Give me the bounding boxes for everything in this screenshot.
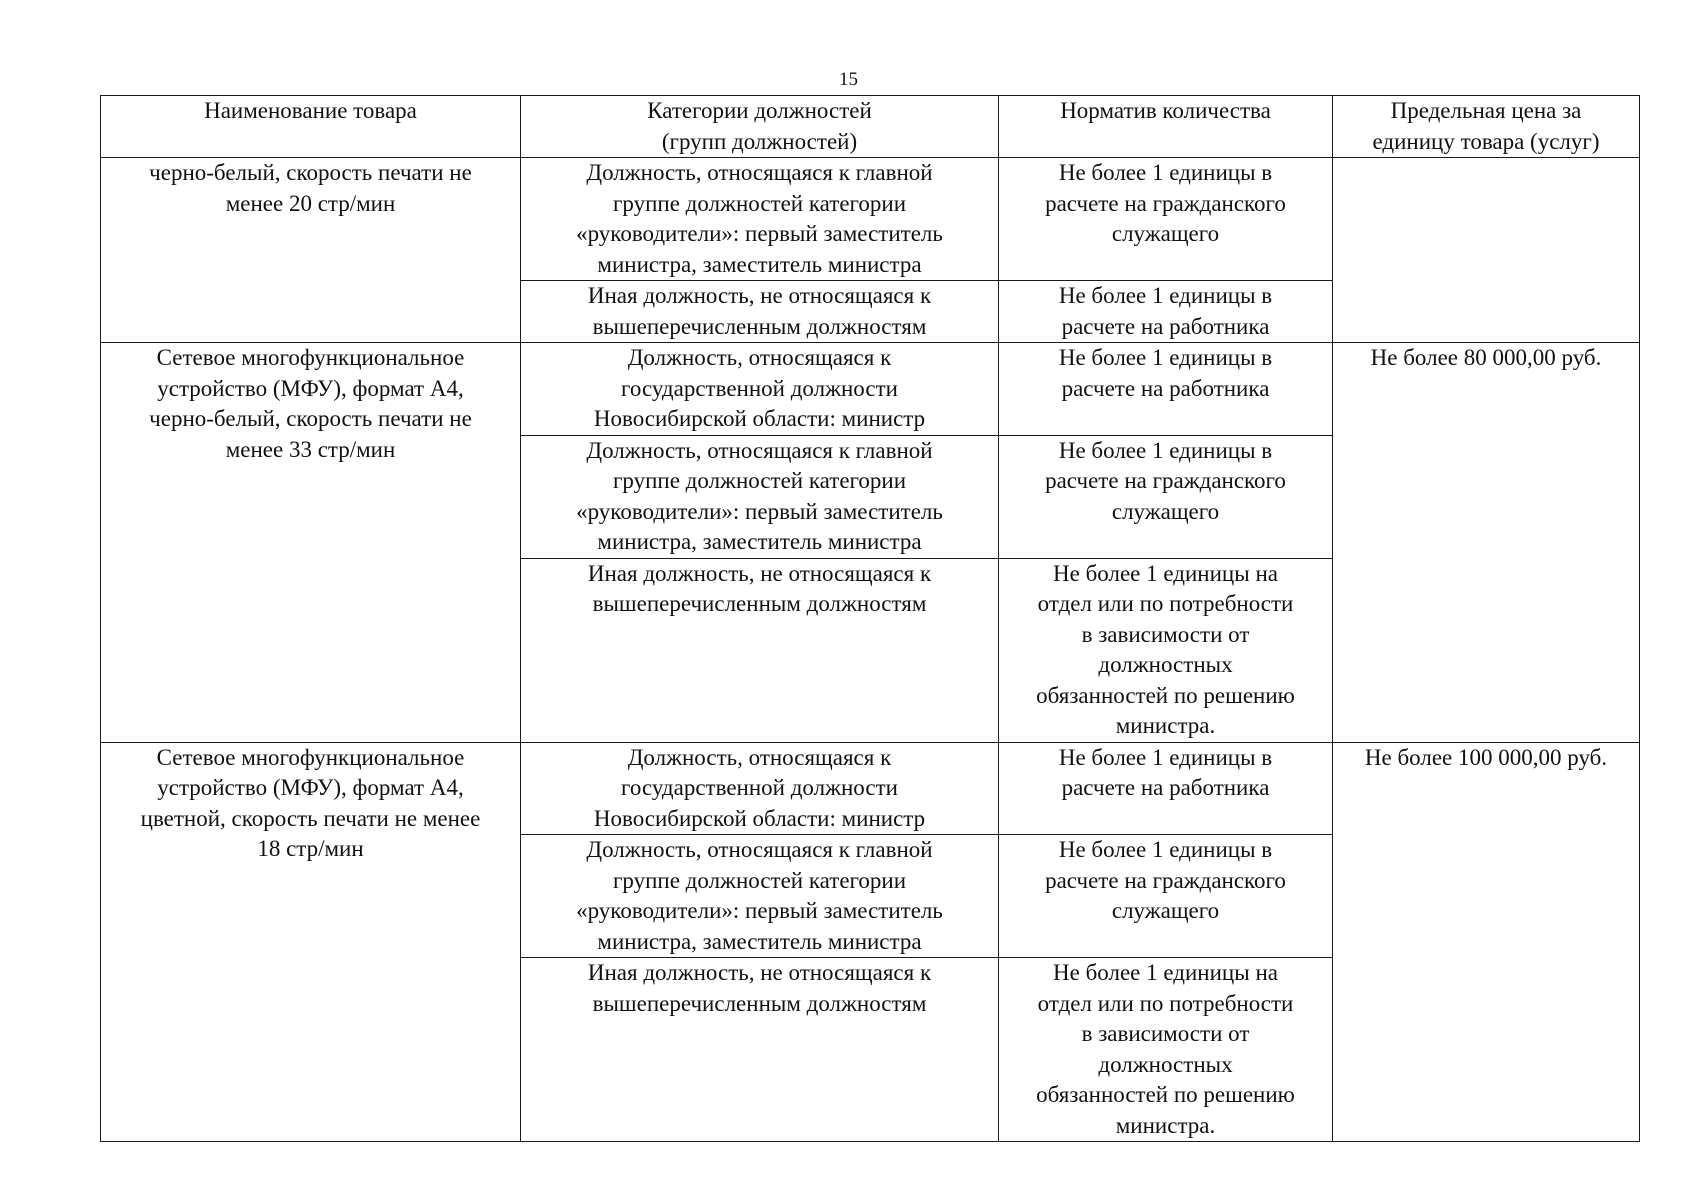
norm-cell bbox=[999, 558, 1333, 742]
header-norm-line: Норматив количества bbox=[1060, 98, 1271, 123]
norm-line: министра. bbox=[1115, 713, 1216, 738]
category-line: «руководители»: первый заместитель bbox=[576, 498, 943, 524]
norm-line: Не более 1 единицы на bbox=[1053, 560, 1278, 586]
norm-cell bbox=[999, 835, 1333, 958]
norm-line: обязанностей по решению bbox=[1036, 682, 1295, 708]
category-line: государственной должности bbox=[621, 375, 898, 401]
category-line: Иная должность, не относящаяся к bbox=[587, 283, 932, 308]
category-line: Должность, относящаяся к bbox=[627, 744, 892, 770]
category-line: группе должностей категории bbox=[612, 867, 907, 893]
norm-line: Не более 1 единицы в bbox=[1058, 837, 1273, 862]
norm-line: расчете на работника bbox=[1061, 313, 1270, 339]
category-line: Новосибирской области: министр bbox=[593, 406, 926, 431]
norm-line: расчете на гражданского bbox=[1045, 867, 1286, 893]
category-line: Должность, относящаяся к bbox=[627, 345, 892, 370]
category-line: Должность, относящаяся к главной bbox=[586, 837, 933, 862]
product-name-line: устройство (МФУ), формат А4, bbox=[157, 775, 464, 800]
category-line: Должность, относящаяся к главной bbox=[586, 437, 933, 463]
norms-table bbox=[100, 95, 1640, 1142]
product-name-line: цветной, скорость печати не менее bbox=[140, 805, 481, 831]
table-header-row bbox=[101, 96, 1640, 158]
header-category-line: Категории должностей bbox=[647, 98, 872, 123]
page-number: 15 bbox=[839, 69, 858, 90]
price-cell: Не более 80 000,00 руб. bbox=[1333, 343, 1640, 743]
price-cell bbox=[1333, 158, 1640, 343]
norm-line: Не более 1 единицы в bbox=[1058, 744, 1273, 770]
product-name-line: менее 20 стр/мин bbox=[225, 190, 396, 216]
category-line: министра, заместитель министра bbox=[597, 928, 922, 954]
norm-line: служащего bbox=[1111, 498, 1220, 524]
norm-line: в зависимости от bbox=[1081, 621, 1250, 647]
category-cell bbox=[521, 742, 999, 835]
header-name bbox=[101, 96, 521, 158]
header-name-line: Наименование товара bbox=[204, 98, 417, 123]
norm-cell bbox=[999, 958, 1333, 1142]
category-line: министра, заместитель министра bbox=[597, 251, 922, 277]
norm-line: в зависимости от bbox=[1081, 1021, 1250, 1046]
product-name-cell bbox=[101, 742, 521, 1142]
product-name-line: устройство (МФУ), формат А4, bbox=[157, 375, 464, 401]
product-name-line: Сетевое многофункциональное bbox=[156, 345, 465, 370]
header-price-line: единицу товара (услуг) bbox=[1372, 128, 1600, 154]
header-category-line: (групп должностей) bbox=[661, 128, 858, 154]
price-cell: Не более 100 000,00 руб. bbox=[1333, 742, 1640, 1142]
table-row bbox=[101, 158, 1640, 281]
norm-cell bbox=[999, 281, 1333, 343]
category-line: государственной должности bbox=[621, 775, 898, 800]
norm-line: служащего bbox=[1111, 221, 1220, 246]
category-cell bbox=[521, 281, 999, 343]
category-line: Иная должность, не относящаяся к bbox=[587, 560, 932, 586]
category-line: Новосибирской области: министр bbox=[593, 805, 926, 831]
norm-cell bbox=[999, 435, 1333, 558]
product-name-line: менее 33 стр/мин bbox=[225, 436, 396, 462]
norm-cell bbox=[999, 742, 1333, 835]
category-line: вышеперечисленным должностям bbox=[592, 990, 927, 1016]
category-cell bbox=[521, 435, 999, 558]
norm-line: служащего bbox=[1111, 898, 1220, 923]
category-line: группе должностей категории bbox=[612, 468, 907, 493]
norm-line: отдел или по потребности bbox=[1037, 990, 1294, 1016]
category-line: «руководители»: первый заместитель bbox=[576, 221, 943, 246]
category-line: вышеперечисленным должностям bbox=[592, 591, 927, 616]
norm-line: должностных bbox=[1098, 1051, 1233, 1077]
category-line: вышеперечисленным должностям bbox=[592, 313, 927, 339]
category-cell bbox=[521, 343, 999, 436]
category-line: «руководители»: первый заместитель bbox=[576, 898, 943, 923]
norm-line: расчете на работника bbox=[1061, 775, 1270, 800]
category-line: группе должностей категории bbox=[612, 190, 907, 216]
norm-line: расчете на гражданского bbox=[1045, 468, 1286, 493]
norm-line: Не более 1 единицы в bbox=[1058, 437, 1273, 463]
norm-line: Не более 1 единицы в bbox=[1058, 283, 1273, 308]
header-price-line: Предельная цена за bbox=[1390, 98, 1582, 123]
category-cell bbox=[521, 558, 999, 742]
norm-line: расчете на гражданского bbox=[1045, 190, 1286, 216]
category-cell bbox=[521, 958, 999, 1142]
table-row bbox=[101, 742, 1640, 835]
product-name-cell bbox=[101, 343, 521, 743]
header-price bbox=[1333, 96, 1640, 158]
norm-line: министра. bbox=[1115, 1112, 1216, 1138]
norm-cell bbox=[999, 343, 1333, 436]
category-cell bbox=[521, 835, 999, 958]
norm-line: расчете на работника bbox=[1061, 375, 1270, 401]
norm-line: Не более 1 единицы в bbox=[1058, 160, 1273, 185]
product-name-line: черно-белый, скорость печати не bbox=[149, 406, 472, 431]
category-line: Должность, относящаяся к главной bbox=[586, 160, 933, 185]
norm-line: Не более 1 единицы в bbox=[1058, 345, 1273, 370]
category-line: министра, заместитель министра bbox=[597, 529, 922, 554]
norm-line: должностных bbox=[1098, 652, 1233, 677]
norm-line: отдел или по потребности bbox=[1037, 591, 1294, 616]
category-line: Иная должность, не относящаяся к bbox=[587, 960, 932, 985]
category-cell bbox=[521, 158, 999, 281]
product-name-line: Сетевое многофункциональное bbox=[156, 744, 465, 770]
header-category bbox=[521, 96, 999, 158]
product-name-line: черно-белый, скорость печати не bbox=[149, 160, 472, 185]
product-name-cell bbox=[101, 158, 521, 343]
norm-line: Не более 1 единицы на bbox=[1053, 960, 1278, 985]
product-name-line: 18 стр/мин bbox=[257, 836, 364, 861]
norm-cell bbox=[999, 158, 1333, 281]
norm-line: обязанностей по решению bbox=[1036, 1082, 1295, 1107]
header-norm bbox=[999, 96, 1333, 158]
table-row bbox=[101, 343, 1640, 436]
